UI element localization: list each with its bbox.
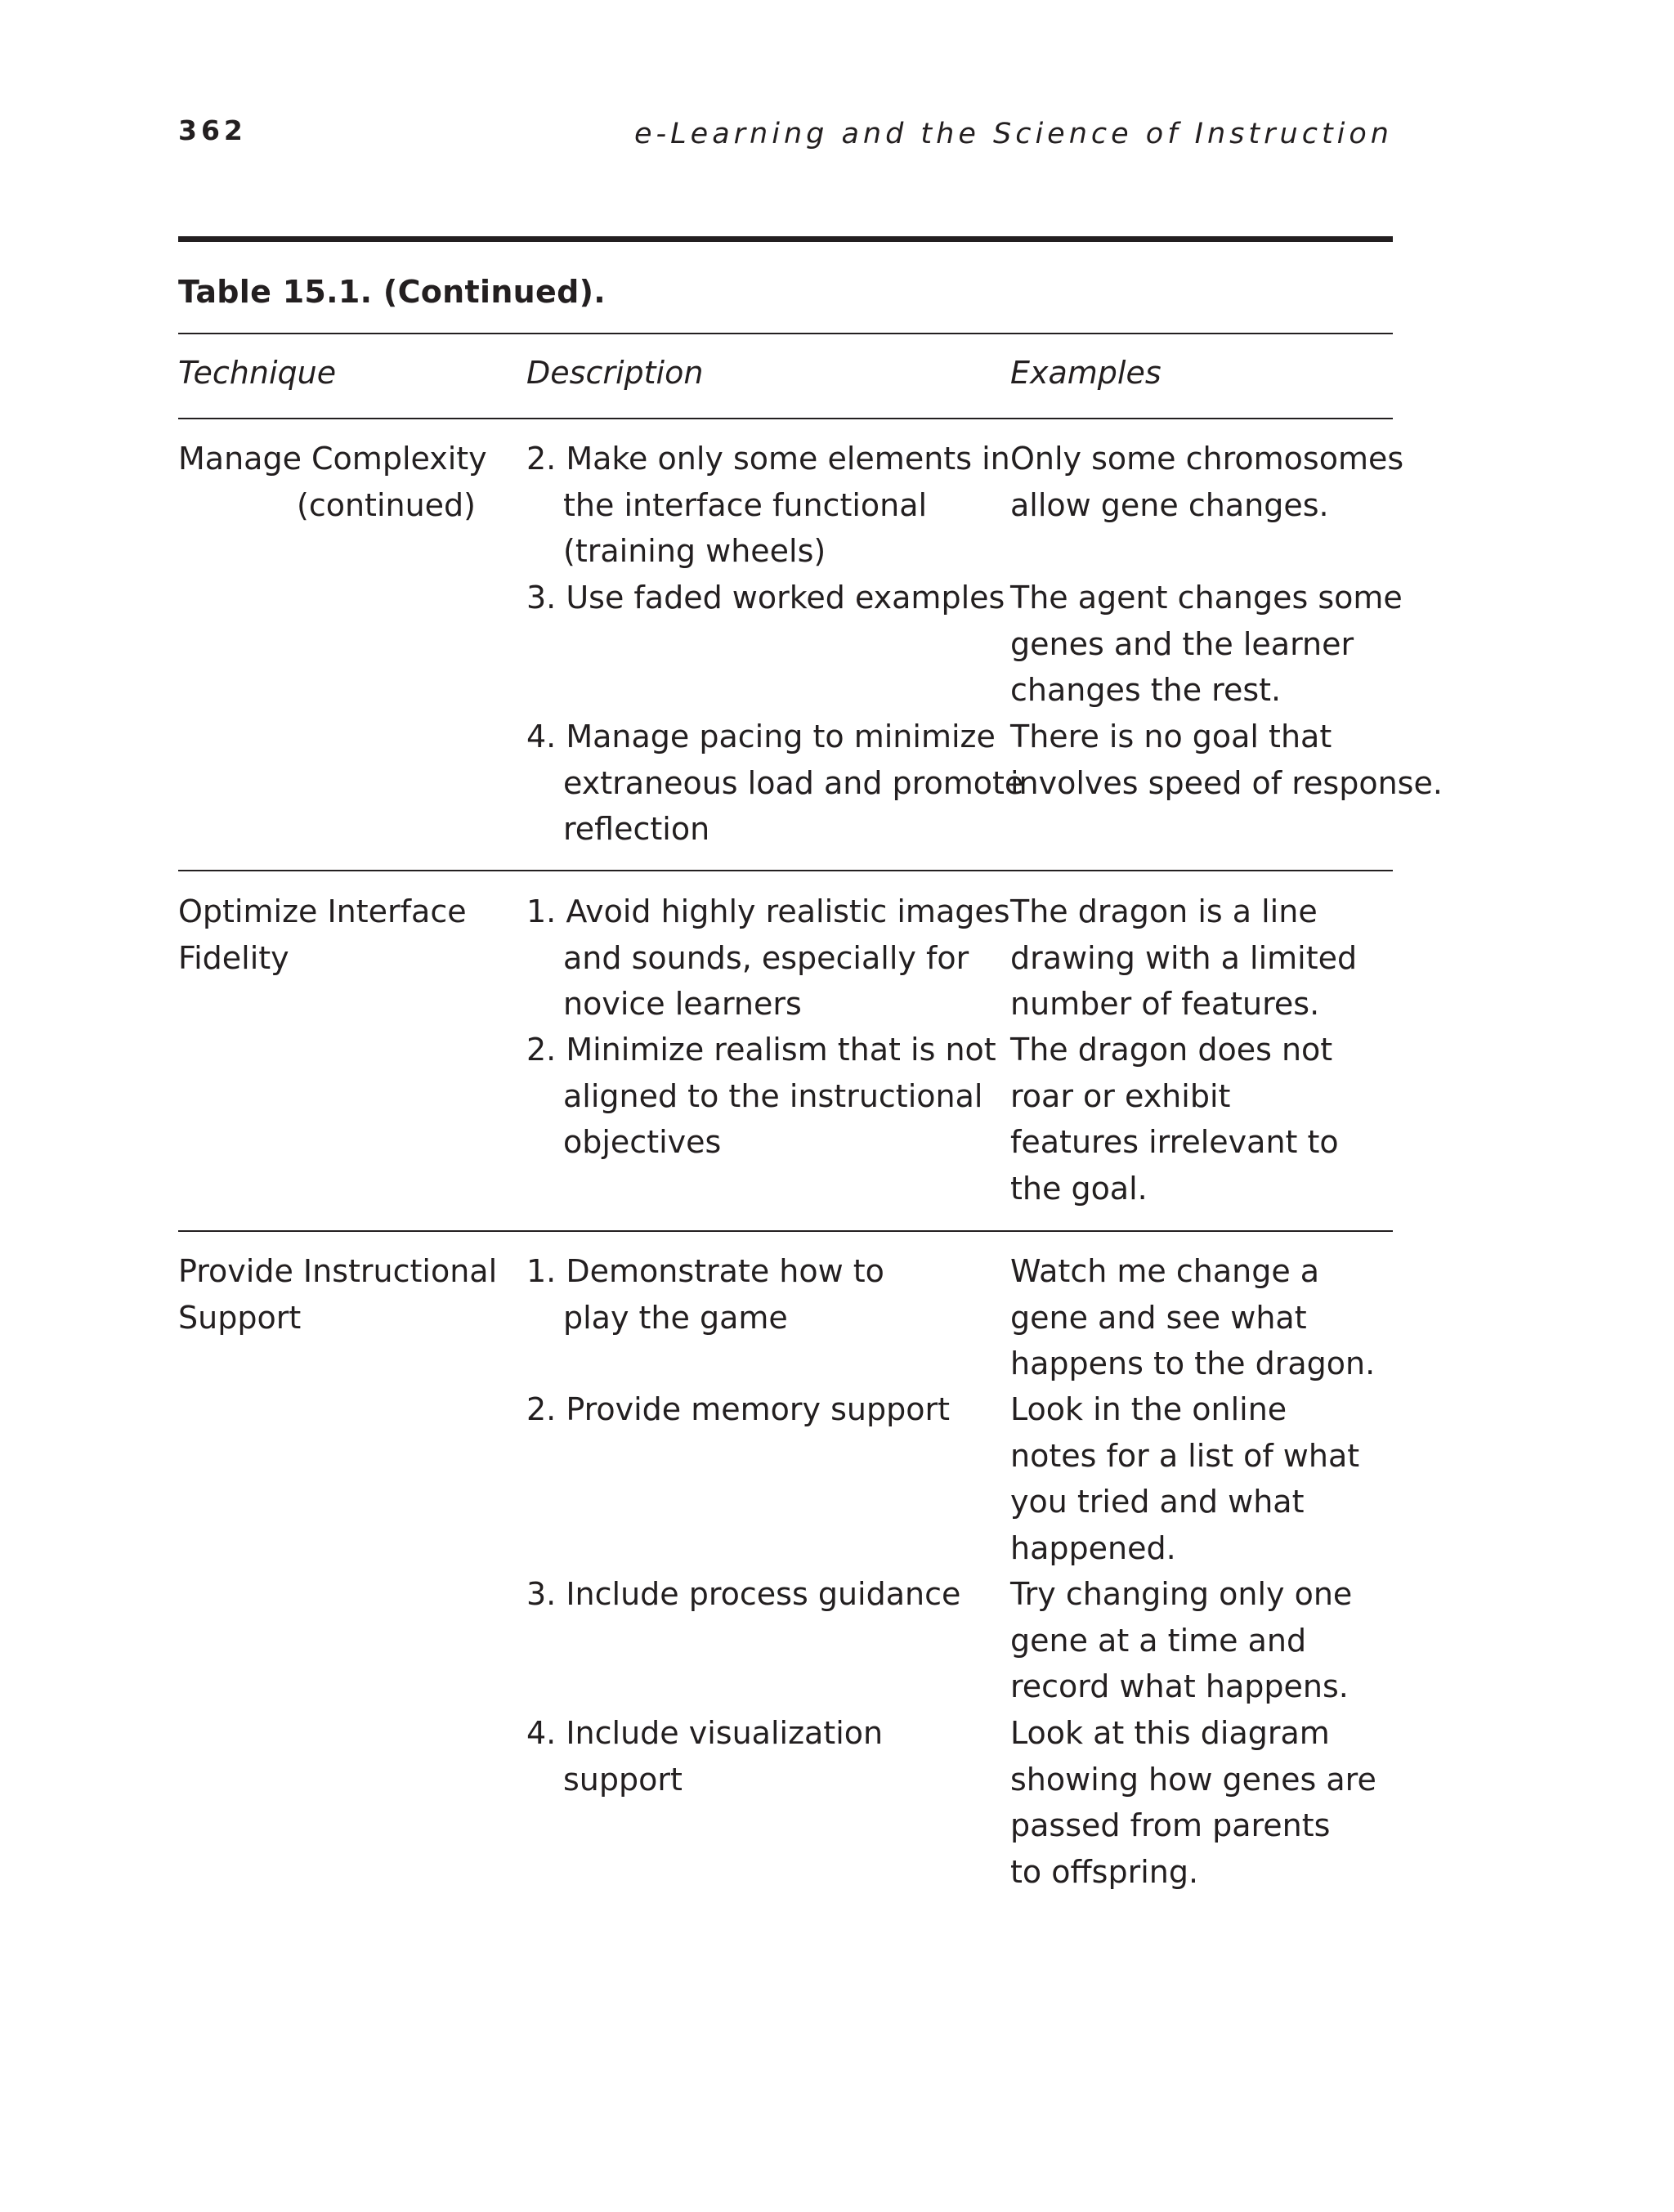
description-line: 2. Minimize realism that is not xyxy=(526,1032,996,1068)
description-item xyxy=(526,436,1010,575)
example-line: involves speed of response. xyxy=(1010,764,1443,801)
table-title: Table 15.1. (Continued). xyxy=(178,274,606,310)
technique-optimize-interface-fidelity xyxy=(178,889,467,981)
page-number: 362 xyxy=(178,114,247,146)
description-line: the interface functional xyxy=(563,486,928,523)
description-line: 3. Include process guidance xyxy=(526,1576,961,1612)
example-line: record what happens. xyxy=(1010,1668,1349,1704)
column-header-examples: Examples xyxy=(1010,355,1162,391)
description-item xyxy=(526,1571,960,1618)
running-head: e-Learning and the Science of Instruction xyxy=(634,118,1393,150)
example-line: Only some chromosomes xyxy=(1010,441,1404,477)
row-divider xyxy=(178,870,1393,871)
table-rule-top xyxy=(178,333,1393,334)
description-item xyxy=(526,1386,950,1433)
example-item xyxy=(1010,889,1357,1028)
description-line: 1. Avoid highly realistic images xyxy=(526,893,1010,929)
example-line: drawing with a limited xyxy=(1010,939,1358,976)
description-line: (training wheels) xyxy=(563,533,826,569)
example-line: genes and the learner xyxy=(1010,625,1354,662)
example-line: Watch me change a xyxy=(1010,1253,1320,1289)
example-line: The dragon does not xyxy=(1010,1032,1333,1068)
technique-line: Manage Complexity xyxy=(178,441,487,477)
example-item xyxy=(1010,1386,1359,1571)
description-line: 3. Use faded worked examples xyxy=(526,580,1005,616)
example-item xyxy=(1010,575,1403,714)
column-header-description: Description xyxy=(526,355,704,391)
description-item xyxy=(526,575,1005,621)
example-line: happens to the dragon. xyxy=(1010,1346,1376,1381)
technique-line: Optimize Interface xyxy=(178,893,467,929)
description-line: play the game xyxy=(563,1299,788,1336)
example-line: The dragon is a line xyxy=(1010,893,1318,929)
example-line: Look at this diagram xyxy=(1010,1715,1330,1751)
description-line: aligned to the instructional xyxy=(563,1077,983,1114)
example-line: gene at a time and xyxy=(1010,1622,1307,1659)
description-line: extraneous load and promote xyxy=(563,764,1024,801)
example-line: Look in the online xyxy=(1010,1391,1287,1427)
example-item xyxy=(1010,714,1443,806)
description-line: 4. Manage pacing to minimize xyxy=(526,719,996,754)
description-line: novice learners xyxy=(563,986,802,1022)
description-item xyxy=(526,1027,996,1166)
example-item xyxy=(1010,1571,1352,1710)
example-line: Try changing only one xyxy=(1010,1576,1353,1612)
header-rule xyxy=(178,418,1393,419)
example-line: showing how genes are xyxy=(1010,1761,1376,1798)
example-line: passed from parents xyxy=(1010,1807,1331,1843)
description-line: 2. Make only some elements in xyxy=(526,441,1010,477)
example-item xyxy=(1010,1248,1375,1387)
technique-line: (continued) xyxy=(297,486,477,523)
example-line: roar or exhibit xyxy=(1010,1077,1231,1114)
example-line: you tried and what xyxy=(1010,1484,1305,1520)
example-line: happened. xyxy=(1010,1529,1176,1566)
example-item xyxy=(1010,1710,1376,1895)
description-line: reflection xyxy=(563,811,710,847)
description-line: 1. Demonstrate how to xyxy=(526,1253,884,1289)
example-line: number of features. xyxy=(1010,986,1320,1022)
description-line: objectives xyxy=(563,1124,722,1160)
example-line: gene and see what xyxy=(1010,1299,1307,1336)
description-item xyxy=(526,1710,883,1802)
example-line: the goal. xyxy=(1010,1170,1148,1207)
description-item xyxy=(526,889,1010,1028)
example-line: allow gene changes. xyxy=(1010,486,1329,523)
example-line: There is no goal that xyxy=(1010,719,1332,754)
example-line: to offspring. xyxy=(1010,1853,1199,1890)
description-line: 4. Include visualization xyxy=(526,1715,884,1751)
description-item xyxy=(526,714,1023,853)
column-header-technique: Technique xyxy=(178,355,337,391)
description-item xyxy=(526,1248,884,1341)
example-line: The agent changes some xyxy=(1010,580,1403,616)
row-divider xyxy=(178,1230,1393,1232)
description-line: and sounds, especially for xyxy=(563,939,969,976)
top-rule xyxy=(178,236,1393,242)
description-line: 2. Provide memory support xyxy=(526,1391,950,1427)
technique-line: Fidelity xyxy=(178,939,289,976)
technique-provide-instructional-support xyxy=(178,1248,497,1341)
example-line: features irrelevant to xyxy=(1010,1124,1339,1160)
example-item xyxy=(1010,1027,1339,1211)
example-line: notes for a list of what xyxy=(1010,1437,1360,1474)
technique-manage-complexity xyxy=(178,436,487,528)
technique-line: Provide Instructional xyxy=(178,1253,498,1289)
description-line: support xyxy=(563,1761,683,1798)
example-line: changes the rest. xyxy=(1010,672,1282,708)
example-item xyxy=(1010,436,1403,528)
technique-line: Support xyxy=(178,1299,302,1336)
